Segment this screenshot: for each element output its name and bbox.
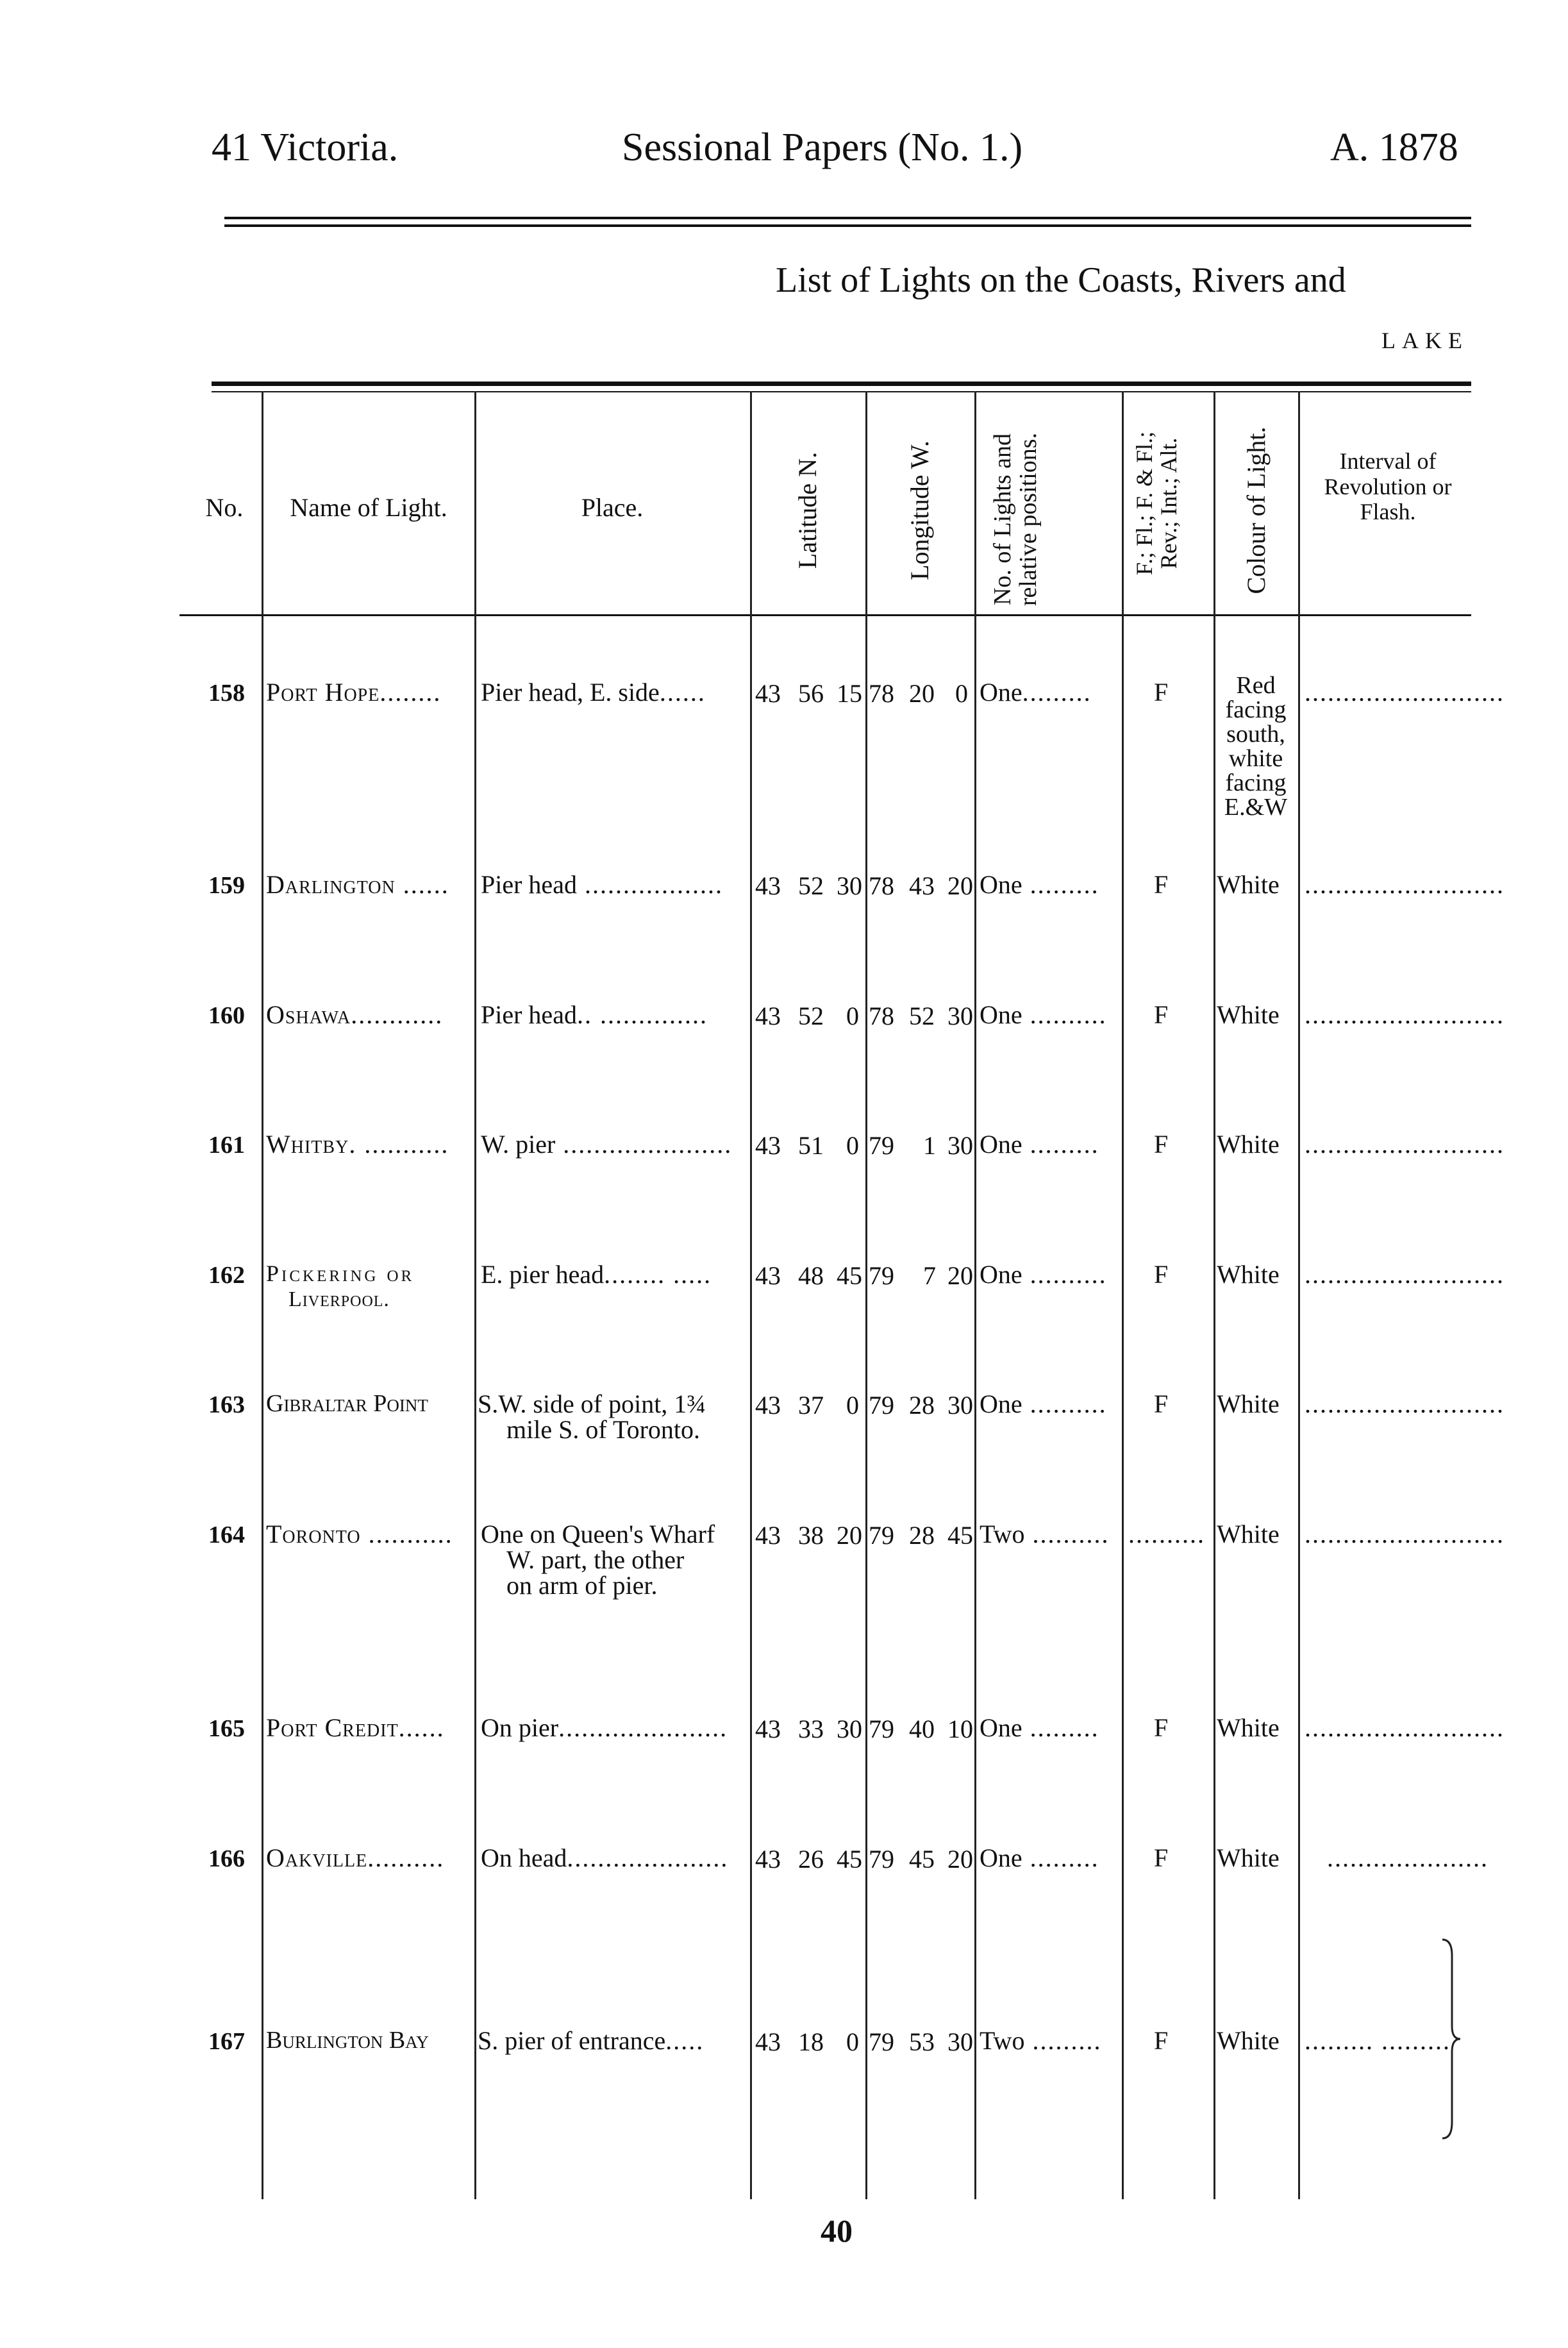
row-lat-deg: 43 <box>755 1715 781 1743</box>
row-name: Pickering or <box>266 1261 415 1286</box>
row-lon-min: 28 <box>909 1391 935 1420</box>
leader-dots: ......... <box>1022 678 1092 707</box>
row-place <box>481 1262 712 1287</box>
row-name-text: Toronto <box>266 1520 361 1548</box>
row-interval: .......................... <box>1305 1000 1505 1029</box>
row-lon-deg: 78 <box>869 679 894 708</box>
row-lon-deg: 79 <box>869 1131 894 1160</box>
col-line-6 <box>1122 391 1124 2199</box>
row-count <box>980 1262 1107 1287</box>
leader-dots: ........... <box>360 1520 453 1548</box>
row-lat-min: 56 <box>798 679 824 708</box>
row-place <box>481 680 706 705</box>
row-name <box>266 1845 444 1871</box>
row-colour: White <box>1217 1520 1280 1548</box>
row-name-text: Whitby <box>266 1130 349 1159</box>
col-head-no: No. <box>205 493 244 522</box>
leader-dots: ...................... <box>555 1130 733 1159</box>
row-lon-deg: 78 <box>869 871 894 900</box>
row-lon-min: 20 <box>909 679 935 708</box>
row-count <box>980 1845 1099 1871</box>
row-interval: .......................... <box>1305 1389 1505 1418</box>
row-no: 165 <box>208 1715 245 1742</box>
row-lat-deg: 43 <box>755 1845 781 1874</box>
row-count <box>980 872 1099 898</box>
col-line-2 <box>474 391 476 2199</box>
row-colour: White <box>1217 1843 1280 1872</box>
col-head-place: Place. <box>581 493 644 522</box>
row-place-text: On head <box>481 1843 567 1872</box>
leader-dots: . ........... <box>349 1130 449 1159</box>
leader-dots: .......... <box>1022 1000 1107 1029</box>
row-lat-sec: 20 <box>837 1521 862 1550</box>
row-no: 159 <box>208 872 245 899</box>
row-place <box>481 1845 728 1871</box>
row-lat-sec: 45 <box>837 1261 862 1290</box>
row-lon-deg: 79 <box>869 1261 894 1290</box>
row-name <box>266 1522 453 1547</box>
right-brace-icon <box>1436 1936 1462 2142</box>
row-place-text: Pier head <box>481 870 577 899</box>
row-place <box>478 2028 704 2054</box>
row-count-text: One <box>980 1713 1022 1742</box>
row-lat-sec: 0 <box>846 1131 859 1160</box>
row-no: 166 <box>208 1845 245 1872</box>
leader-dots: .......... <box>1022 1260 1107 1289</box>
table-rule-top-thin <box>212 391 1471 392</box>
row-lat-min: 26 <box>798 1845 824 1874</box>
row-count <box>980 1715 1099 1741</box>
row-no: 161 <box>208 1132 245 1159</box>
row-count <box>980 1391 1107 1417</box>
col-head-colour: Colour of Light. <box>1242 426 1271 594</box>
row-interval: ..................... <box>1327 1843 1489 1872</box>
row-place <box>481 872 723 898</box>
row-interval: .......................... <box>1305 870 1505 899</box>
row-name <box>266 680 441 705</box>
leader-dots: .......... <box>1022 1389 1107 1418</box>
row-name-text: Oakville <box>266 1843 368 1872</box>
row-name: Gibraltar Point <box>266 1390 428 1417</box>
row-name-line2: Liverpool. <box>288 1287 390 1311</box>
row-place-line2: mile S. of Toronto. <box>506 1415 701 1444</box>
row-interval: .......................... <box>1305 1520 1505 1548</box>
row-place-line3: on arm of pier. <box>506 1571 658 1600</box>
leader-dots: ...... <box>395 870 449 899</box>
col-head-latitude: Latitude N. <box>793 451 822 569</box>
leader-dots: ..... <box>665 2026 705 2055</box>
row-lat-deg: 43 <box>755 2027 781 2056</box>
row-lon-sec: 30 <box>947 1391 973 1420</box>
row-name-text: Port Hope <box>266 678 380 707</box>
leader-dots: ...................... <box>558 1713 728 1742</box>
row-name-text: Oshawa <box>266 1000 351 1029</box>
row-lat-deg: 43 <box>755 871 781 900</box>
row-lat-deg: 43 <box>755 1521 781 1550</box>
table-rule-top <box>212 382 1471 386</box>
row-lon-min: 43 <box>909 871 935 900</box>
row-lat-min: 51 <box>798 1131 824 1160</box>
row-no: 162 <box>208 1262 245 1289</box>
leader-dots: ........ ..... <box>604 1260 712 1289</box>
row-count-text: One <box>980 1260 1022 1289</box>
row-kind: .......... <box>1128 1520 1205 1548</box>
col-head-count-text: No. of Lights and relative positions. <box>989 432 1042 607</box>
row-interval: .......................... <box>1305 1130 1505 1159</box>
row-colour: White <box>1217 1130 1280 1159</box>
row-count-text: One <box>980 1843 1022 1872</box>
row-lon-min: 40 <box>909 1715 935 1743</box>
row-kind: F <box>1154 678 1169 707</box>
row-lat-sec: 30 <box>837 1715 862 1743</box>
row-place <box>481 1715 728 1741</box>
row-count-text: One <box>980 1130 1022 1159</box>
row-name-text: Darlington <box>266 870 396 899</box>
row-lon-deg: 79 <box>869 2027 894 2056</box>
row-lon-deg: 79 <box>869 1845 894 1874</box>
col-line-5 <box>974 391 976 2199</box>
row-lat-sec: 15 <box>837 679 862 708</box>
page-subtitle: LAKE <box>1381 328 1469 353</box>
row-count-text: Two <box>980 2026 1025 2055</box>
row-lat-min: 48 <box>798 1261 824 1290</box>
row-colour: White <box>1217 1389 1280 1418</box>
row-interval: .......................... <box>1305 1713 1505 1742</box>
row-kind: F <box>1154 1843 1169 1872</box>
leader-dots: ......... <box>1022 870 1099 899</box>
col-head-longitude: Longitude W. <box>905 440 934 580</box>
col-line-1 <box>262 391 263 2199</box>
row-lat-sec: 30 <box>837 871 862 900</box>
table-header-rule <box>179 614 1471 616</box>
row-colour: Red facing south, white facing E.&W <box>1224 672 1288 821</box>
row-lat-min: 37 <box>798 1391 824 1420</box>
row-kind: F <box>1154 1260 1169 1289</box>
leader-dots: ......... <box>1024 2026 1102 2055</box>
header-rule-top <box>224 217 1471 219</box>
row-lat-min: 52 <box>798 871 824 900</box>
row-kind: F <box>1154 1713 1169 1742</box>
row-count-text: One <box>980 1389 1022 1418</box>
row-no: 160 <box>208 1002 245 1029</box>
row-lon-sec: 45 <box>947 1521 973 1550</box>
row-place-text: Pier head <box>481 1000 577 1029</box>
leader-dots: ............ <box>351 1000 444 1029</box>
col-head-name: Name of Light. <box>290 493 447 522</box>
leader-dots: ..................... <box>567 1843 729 1872</box>
row-lon-sec: 30 <box>947 2027 973 2056</box>
leader-dots: ......... <box>1022 1843 1099 1872</box>
row-place-text: S. pier of entrance <box>478 2026 666 2055</box>
row-count <box>980 1132 1099 1157</box>
row-lon-deg: 79 <box>869 1521 894 1550</box>
row-lat-deg: 43 <box>755 1391 781 1420</box>
leader-dots: .......... <box>1024 1520 1110 1548</box>
col-head-kind-text: F.; Fl.; F. & Fl.; Rev.; Int.; Alt. <box>1131 431 1181 576</box>
row-colour: White <box>1217 870 1280 899</box>
row-place: S.W. side of point, 1¾ <box>478 1389 706 1418</box>
row-lon-sec: 0 <box>955 679 968 708</box>
row-lon-min: 53 <box>909 2027 935 2056</box>
row-place-text: E. pier head <box>481 1260 605 1289</box>
row-place-text: Pier head, E. side <box>481 678 660 707</box>
leader-dots: .......... <box>367 1843 445 1872</box>
row-kind: F <box>1154 870 1169 899</box>
leader-dots: ...... <box>659 678 706 707</box>
row-lon-sec: 20 <box>947 1261 973 1290</box>
row-place <box>481 1002 708 1028</box>
header-left: 41 Victoria. <box>212 126 399 169</box>
header-right: A. 1878 <box>1330 126 1458 169</box>
row-lat-deg: 43 <box>755 1002 781 1030</box>
row-place-text: On pier <box>481 1713 559 1742</box>
row-name <box>266 1002 443 1028</box>
row-count-text: One <box>980 870 1022 899</box>
row-name <box>266 872 449 898</box>
row-count-text: Two <box>980 1520 1025 1548</box>
row-lon-min: 52 <box>909 1002 935 1030</box>
leader-dots: .................. <box>576 870 723 899</box>
row-count <box>980 2028 1102 2054</box>
row-kind: F <box>1154 1000 1169 1029</box>
leader-dots: ........ <box>379 678 442 707</box>
row-name-text: Port Credit <box>266 1713 399 1742</box>
row-interval: .......................... <box>1305 678 1505 707</box>
col-head-interval <box>1308 449 1468 525</box>
row-colour: White <box>1217 2026 1280 2055</box>
row-lon-sec: 20 <box>947 1845 973 1874</box>
row-count-text: One <box>980 1000 1022 1029</box>
row-lon-sec: 30 <box>947 1002 973 1030</box>
col-head-count <box>990 423 1106 616</box>
row-count-text: One <box>980 678 1022 707</box>
row-lat-deg: 43 <box>755 1261 781 1290</box>
row-lat-sec: 0 <box>846 1391 859 1420</box>
leader-dots: ......... <box>1022 1713 1099 1742</box>
row-lon-sec: 30 <box>947 1131 973 1160</box>
row-no: 167 <box>208 2028 245 2055</box>
col-line-7 <box>1214 391 1215 2199</box>
row-count <box>980 1002 1107 1028</box>
row-lon-min: 45 <box>909 1845 935 1874</box>
col-line-4 <box>865 391 867 2199</box>
row-lat-min: 18 <box>798 2027 824 2056</box>
row-count <box>980 1522 1110 1547</box>
header-rule-bottom <box>224 224 1471 227</box>
row-place <box>481 1132 732 1157</box>
row-lon-deg: 78 <box>869 1002 894 1030</box>
row-lon-sec: 20 <box>947 871 973 900</box>
row-interval: ......... ......... <box>1305 2026 1451 2055</box>
row-no: 158 <box>208 680 245 707</box>
row-no: 164 <box>208 1522 245 1548</box>
row-interval: .......................... <box>1305 1260 1505 1289</box>
row-place: One on Queen's Wharf <box>481 1520 715 1548</box>
row-place-line2: W. part, the other <box>506 1545 685 1574</box>
col-line-8 <box>1298 391 1300 2199</box>
row-lon-deg: 79 <box>869 1715 894 1743</box>
leader-dots: ......... <box>1022 1130 1099 1159</box>
row-name <box>266 1715 445 1741</box>
row-kind: F <box>1154 1130 1169 1159</box>
row-lat-deg: 43 <box>755 679 781 708</box>
row-lat-deg: 43 <box>755 1131 781 1160</box>
leader-dots: ...... <box>398 1713 445 1742</box>
page-title: List of Lights on the Coasts, Rivers and <box>776 260 1346 300</box>
row-colour: White <box>1217 1000 1280 1029</box>
row-count <box>980 680 1092 705</box>
row-lon-min: 1 <box>923 1131 936 1160</box>
row-lat-sec: 0 <box>846 1002 859 1030</box>
leader-dots: .. .............. <box>576 1000 708 1029</box>
row-lon-deg: 79 <box>869 1391 894 1420</box>
row-colour: White <box>1217 1260 1280 1289</box>
row-lat-sec: 0 <box>846 2027 859 2056</box>
row-lat-min: 38 <box>798 1521 824 1550</box>
row-place-text: W. pier <box>481 1130 556 1159</box>
page-number: 40 <box>821 2213 853 2249</box>
row-lat-sec: 45 <box>837 1845 862 1874</box>
row-name: Burlington Bay <box>266 2027 429 2054</box>
row-lon-min: 7 <box>923 1261 936 1290</box>
col-head-kind <box>1133 410 1197 596</box>
col-head-interval-text: Interval of Revolution or Flash. <box>1324 448 1452 525</box>
row-no: 163 <box>208 1391 245 1418</box>
row-name <box>266 1132 449 1157</box>
row-kind: F <box>1154 2026 1169 2055</box>
header-center: Sessional Papers (No. 1.) <box>622 126 1023 169</box>
row-lon-min: 28 <box>909 1521 935 1550</box>
col-line-3 <box>750 391 752 2199</box>
row-lat-min: 33 <box>798 1715 824 1743</box>
row-lat-min: 52 <box>798 1002 824 1030</box>
row-colour: White <box>1217 1713 1280 1742</box>
row-lon-sec: 10 <box>947 1715 973 1743</box>
row-kind: F <box>1154 1389 1169 1418</box>
